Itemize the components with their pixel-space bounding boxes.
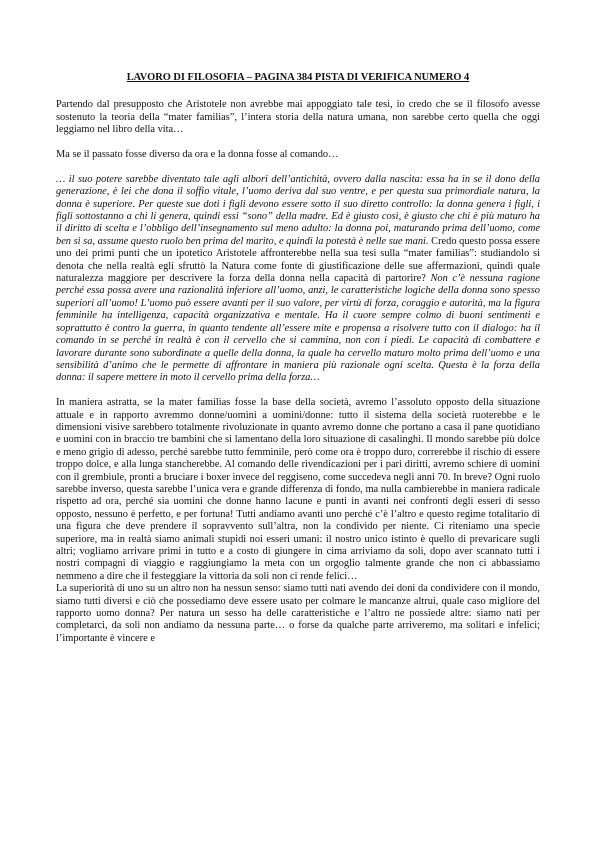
paragraph-superiority: La superiorità di uno su un altro non ha nessun senso: siamo tutti nati avendo dei doni da condividere con il mondo, siamo tutti diversi e ciò che possediamo deve essere usato per colmare le mancanze altrui, quale caso migliore del rapporto uomo donna? Per natura un sesso ha delle caratteristiche e l’altro ne possiede altre: siamo nati per completarci, da soli non andiamo da nessuna parte… o forse da qualche parte arriveremo, ma solitari e infelici; l’importante è vincere e xyxy=(56,583,540,644)
italic-passage-2: Non c’è nessuna ragione perché essa possa avere una razionalità inferiore all’uomo, anzi, le caratteristiche logiche della donna sono spesso superiori all’uomo! L’uomo può essere avanti per il suo valore, per virtù di forza, coraggio e autorità, ma la figura femminile ha intelligenza, capacità organizzativa e mentale. Ha il cuore sempre colmo di buoni sentimenti e soprattutto è contro la guerra, in quanto tendente all’essere mite e propensa a risolvere tutto con il dialogo: ha il comando in se perché in realtà è con il cervello che si cammina, non con i piedi. Le capacità di combattere e lavorare durante sono subordinate a quelle della donna, la quale ha cervello maturo molto prima dell’uomo e una sensibilità d’animo che le permette di affrontare in maniera più razionale ogni scelta. Questa è la forza della donna: il sapere mettere in moto il cervello prima della forza… xyxy=(56,273,540,384)
paragraph-intro: Partendo dal presupposto che Aristotele non avrebbe mai appoggiato tale tesi, io credo che se il filosofo avesse sostenuto la teoria della “mater familias”, l’intera storia della natura umana, non sarebbe certo quella che oggi leggiamo nel libro della vita… xyxy=(56,99,540,136)
page-title: LAVORO DI FILOSOFIA – PAGINA 384 PISTA DI VERIFICA NUMERO 4 xyxy=(126,72,470,83)
paragraph-hypothesis xyxy=(56,174,540,385)
paragraph-abstract-society: In maniera astratta, se la mater familias fosse la base della società, avremo l’assoluto opposto della situazione attuale e in rapporto avremmo donne/uomini a uomini/donne: tutto il sistema della società ruoterebbe e le dimensioni visive sarebbero totalmente rivoluzionate in quanto avremo donne che portano a casa il pane quotidiano e uomini con in braccio tre bambini che si lamentano della loro situazione di casalinghi. Il mondo sarebbe più dolce e meno grigio di adesso, perché sarebbe tutto femminile, però come ora è troppo duro, correrebbe il rischio di essere troppo dolce, e alla lunga stancherebbe. Al comando delle rivendicazioni per i pari diritti, avremo schiere di uomini con il grembiule, pronti a bruciare i boxer invece del reggiseno, come succedeva negli anni 70. In breve? Ogni ruolo sarebbe inverso, questa sarebbe l’unica vera e grande differenza di fondo, ma nulla cambierebbe in maniera radicale rispetto ad ora, perché sia uomini che donne hanno lacune e punti in avanti nei confronti degli esseri di sesso opposto, nessuno è perfetto, e per fortuna! Tutti andiamo avanti uno perché c’è l’altro e questo regime totalitario di una figura che deve prendere il sopravvento sull’altra, non la condivido per niente. Ci riteniamo una specie superiore, ma in realtà siamo animali stupidi noi esseri umani: il nostro unico istinto è quello di prevaricare sugli altri; vogliamo arrivare primi in tutto e a costo di giungere in cima arriviamo da soli, dopo aver scannato tutti i nostri compagni di viaggio e raggiungiamo la meta con un orgoglio talmente grande che non ci abbassiamo nemmeno a dire che il festeggiare la vittoria da soli non ci rende felici… xyxy=(56,397,540,582)
italic-passage-1: … il suo potere sarebbe diventato tale agli albori dell’antichità, ovvero dalla nascita: essa ha in se il dono della generazione, è lei che dona il soffio vitale, l’uomo deriva dal suo ventre, e per questa sua primordiale natura, la donna è superiore. Per queste sue doti i figli devono essere sotto il suo diretto controllo: la donna genera i figli, i figli sottostanno a chi li genera, quindi essi “sono” della madre. Ed è giusto così, è giusto che chi è più maturo ha il diritto di scelta e l’obbligo dell’insegnamento sul meno adulto: la donna poi, maturando prima dell’uomo, come ben si sa, assume questo ruolo ben prima del marito, e quindi la potestà è nelle sue mani. xyxy=(56,173,540,247)
paragraph-premise: Ma se il passato fosse diverso da ora e la donna fosse al comando… xyxy=(56,149,339,161)
plain-passage-1: Credo questo possa essere uno dei primi punti che un ipotetico Aristotele affronterebbe nella sua tesi sulla “mater familias”: studiandolo si denota che nella realtà egli sfruttò la Natura come fonte di giustificazione delle sue affermazioni, quindi quale naturalezza maggiore per descrivere la forza della donna nella capacità di partorire? xyxy=(56,235,540,285)
